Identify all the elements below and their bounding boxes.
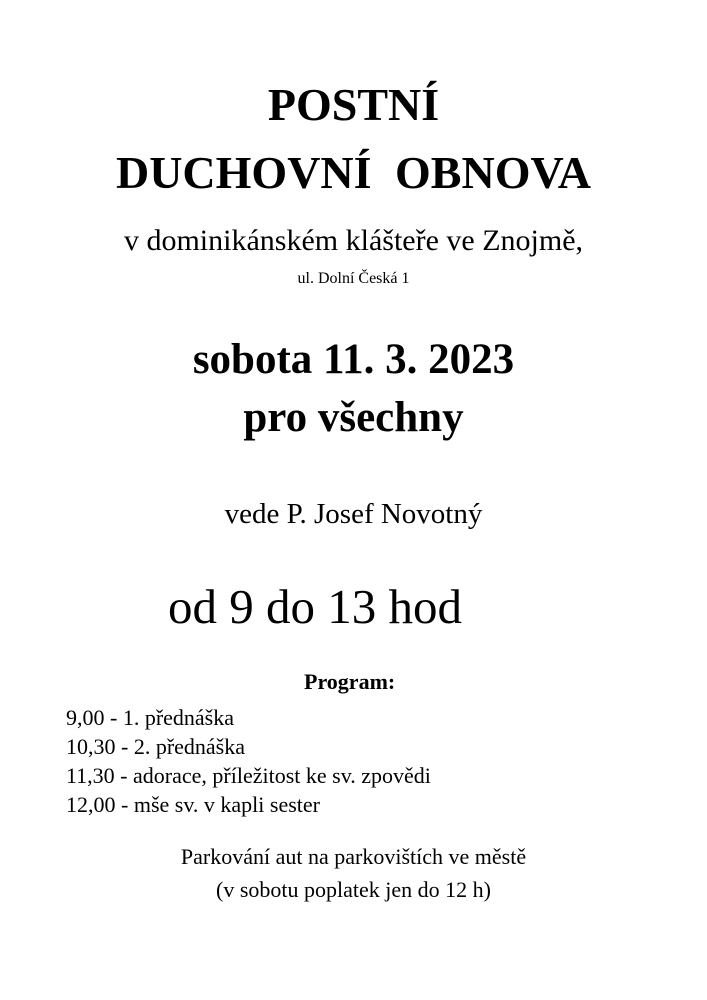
event-date: sobota 11. 3. 2023 [192, 336, 515, 383]
parking-fee-note: (v sobotu poplatek jen do 12 h) [216, 877, 491, 902]
poster-title-line-1: POSTNÍ [267, 79, 440, 130]
program-list [66, 703, 431, 819]
program-title: Program: [304, 669, 396, 694]
event-place: v dominikánském klášteře ve Znojmě, [123, 224, 584, 257]
event-time: od 9 do 13 hod [168, 579, 462, 634]
parking-info: Parkování aut na parkovištích ve městě [180, 844, 527, 869]
poster-title-line-2: DUCHOVNÍ OBNOVA [115, 147, 592, 198]
program-item: 12,00 - mše sv. v kapli sester [66, 792, 320, 817]
event-audience: pro všechny [243, 394, 464, 441]
program-item: 11,30 - adorace, příležitost ke sv. zpovědi [66, 763, 431, 788]
program-item: 9,00 - 1. přednáška [66, 705, 235, 730]
event-address: ul. Dolní Česká 1 [297, 270, 410, 287]
program-item: 10,30 - 2. přednáška [66, 734, 246, 759]
event-leader: vede P. Josef Novotný [224, 498, 483, 530]
